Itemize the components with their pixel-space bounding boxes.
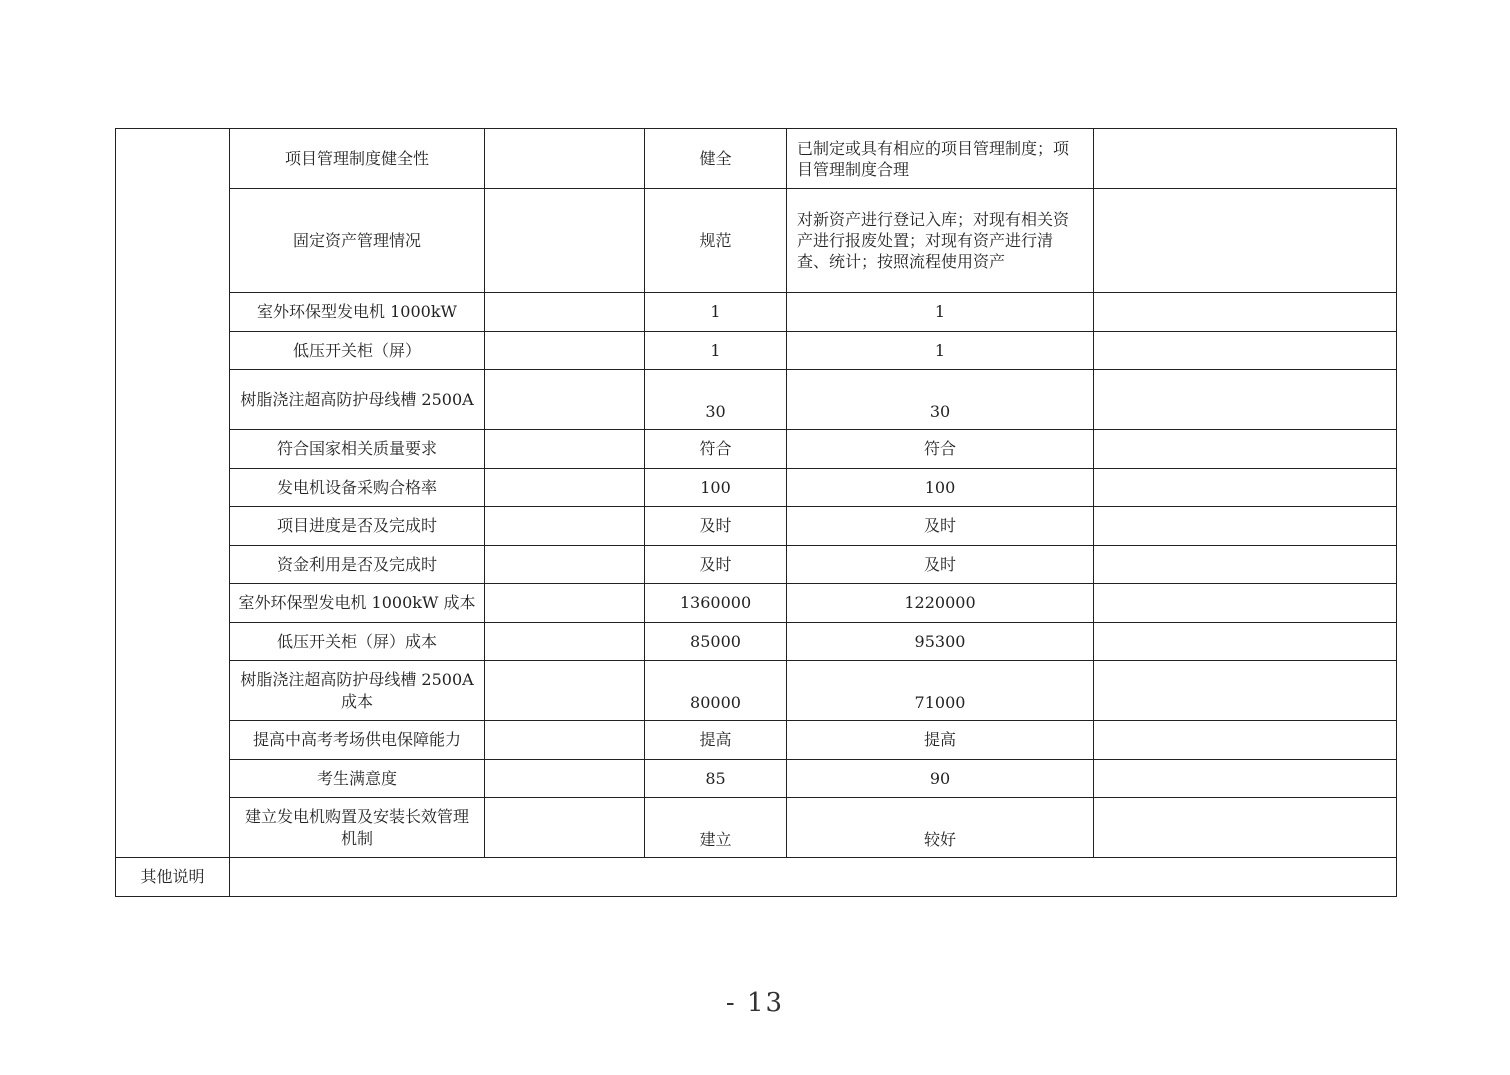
actual-cell: 对新资产进行登记入库；对现有相关资产进行报废处置；对现有资产进行清查、统计；按照流程使用资产: [787, 189, 1094, 293]
table-row: [116, 661, 1397, 721]
actual-cell: 符合: [787, 430, 1094, 469]
indicator-cell: 资金利用是否及完成时: [230, 546, 485, 584]
target-cell: 85000: [645, 623, 787, 661]
actual-cell: 及时: [787, 507, 1094, 546]
remark-cell: [1094, 293, 1397, 332]
indicator-cell: 树脂浇注超高防护母线槽 2500A 成本: [230, 661, 485, 721]
actual-cell: 1: [787, 332, 1094, 370]
target-cell: 30: [645, 370, 787, 430]
actual-cell: 100: [787, 469, 1094, 507]
blank-cell: [485, 661, 645, 721]
indicator-cell: 提高中高考考场供电保障能力: [230, 721, 485, 760]
remark-cell: [1094, 623, 1397, 661]
blank-cell: [485, 760, 645, 798]
indicator-cell: 建立发电机购置及安装长效管理机制: [230, 798, 485, 858]
actual-cell: 提高: [787, 721, 1094, 760]
indicator-cell: 项目进度是否及完成时: [230, 507, 485, 546]
indicator-cell: 考生满意度: [230, 760, 485, 798]
blank-cell: [485, 129, 645, 189]
table-row: [116, 469, 1397, 507]
remark-cell: [1094, 584, 1397, 623]
blank-cell: [485, 370, 645, 430]
table-row: [116, 623, 1397, 661]
actual-cell: 及时: [787, 546, 1094, 584]
blank-cell: [485, 430, 645, 469]
merged-category-cell: [116, 129, 230, 858]
blank-cell: [485, 721, 645, 760]
indicator-cell: 固定资产管理情况: [230, 189, 485, 293]
remark-cell: [1094, 661, 1397, 721]
indicator-cell: 发电机设备采购合格率: [230, 469, 485, 507]
blank-cell: [485, 584, 645, 623]
actual-cell: 1: [787, 293, 1094, 332]
target-cell: 提高: [645, 721, 787, 760]
target-cell: 建立: [645, 798, 787, 858]
target-cell: 符合: [645, 430, 787, 469]
actual-cell: 95300: [787, 623, 1094, 661]
target-cell: 及时: [645, 507, 787, 546]
indicator-cell: 低压开关柜（屏）成本: [230, 623, 485, 661]
target-cell: 及时: [645, 546, 787, 584]
table-row: [116, 721, 1397, 760]
other-notes-label: 其他说明: [116, 858, 230, 897]
remark-cell: [1094, 430, 1397, 469]
remark-cell: [1094, 370, 1397, 430]
table-row: [116, 129, 1397, 189]
target-cell: 80000: [645, 661, 787, 721]
actual-cell: 30: [787, 370, 1094, 430]
other-notes-row: [116, 858, 1397, 897]
table-row: [116, 189, 1397, 293]
blank-cell: [485, 623, 645, 661]
table-row: [116, 584, 1397, 623]
indicator-cell: 项目管理制度健全性: [230, 129, 485, 189]
remark-cell: [1094, 546, 1397, 584]
actual-cell: 已制定或具有相应的项目管理制度；项目管理制度合理: [787, 129, 1094, 189]
table-row: [116, 430, 1397, 469]
remark-cell: [1094, 189, 1397, 293]
table-row: [116, 332, 1397, 370]
table-row: [116, 507, 1397, 546]
blank-cell: [485, 798, 645, 858]
blank-cell: [485, 507, 645, 546]
table-row: [116, 760, 1397, 798]
blank-cell: [485, 546, 645, 584]
target-cell: 85: [645, 760, 787, 798]
indicator-cell: 低压开关柜（屏）: [230, 332, 485, 370]
target-cell: 100: [645, 469, 787, 507]
target-cell: 1: [645, 332, 787, 370]
performance-indicator-table: [115, 128, 1397, 897]
table-row: [116, 546, 1397, 584]
target-cell: 健全: [645, 129, 787, 189]
table-row: [116, 370, 1397, 430]
table-row: [116, 293, 1397, 332]
page-number: - 13: [725, 988, 785, 1018]
actual-cell: 90: [787, 760, 1094, 798]
table-row: [116, 798, 1397, 858]
remark-cell: [1094, 507, 1397, 546]
remark-cell: [1094, 129, 1397, 189]
remark-cell: [1094, 798, 1397, 858]
other-notes-value: [230, 858, 1397, 897]
actual-cell: 71000: [787, 661, 1094, 721]
target-cell: 规范: [645, 189, 787, 293]
blank-cell: [485, 189, 645, 293]
remark-cell: [1094, 721, 1397, 760]
indicator-cell: 符合国家相关质量要求: [230, 430, 485, 469]
indicator-cell: 室外环保型发电机 1000kW: [230, 293, 485, 332]
indicator-cell: 树脂浇注超高防护母线槽 2500A: [230, 370, 485, 430]
target-cell: 1: [645, 293, 787, 332]
blank-cell: [485, 293, 645, 332]
blank-cell: [485, 332, 645, 370]
actual-cell: 1220000: [787, 584, 1094, 623]
blank-cell: [485, 469, 645, 507]
remark-cell: [1094, 760, 1397, 798]
actual-cell: 较好: [787, 798, 1094, 858]
indicator-cell: 室外环保型发电机 1000kW 成本: [230, 584, 485, 623]
remark-cell: [1094, 332, 1397, 370]
remark-cell: [1094, 469, 1397, 507]
target-cell: 1360000: [645, 584, 787, 623]
